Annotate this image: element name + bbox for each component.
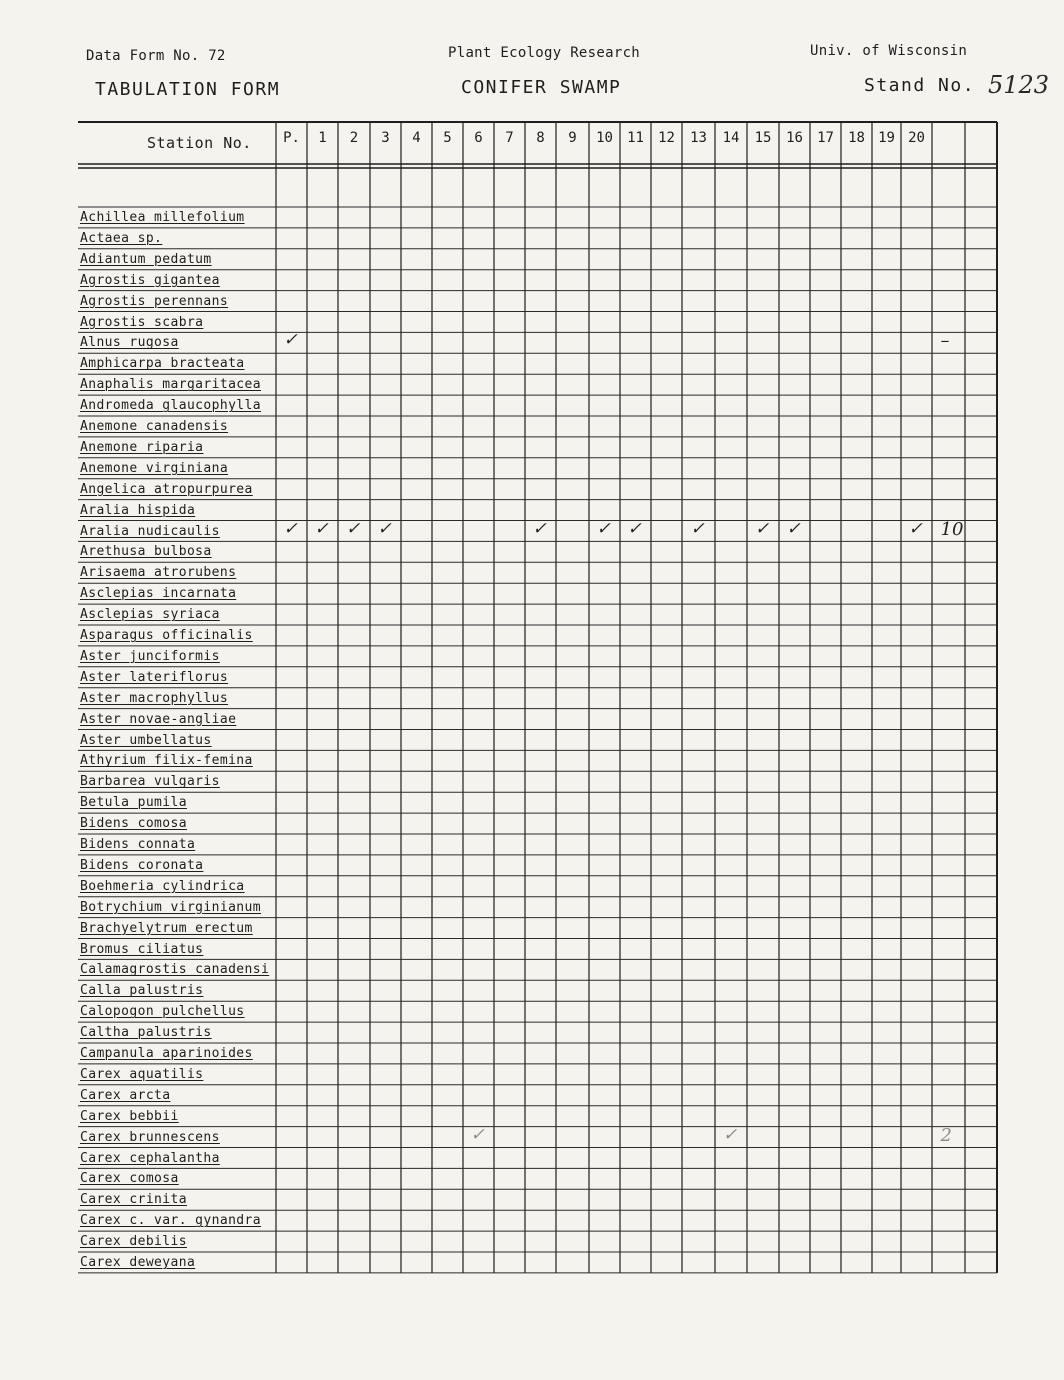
species-name: Bidens comosa (80, 816, 187, 832)
species-name: Bromus ciliatus (80, 941, 204, 957)
station-column-header: 3 (381, 130, 390, 146)
tally-value: – (940, 330, 950, 352)
checkmark: ✓ (723, 1124, 738, 1145)
station-column-header: 14 (722, 130, 740, 146)
community-title: CONIFER SWAMP (461, 77, 622, 98)
species-name: Aster macrophyllus (80, 690, 229, 706)
species-name: Brachyelytrum erectum (80, 920, 253, 936)
species-name: Bidens connata (80, 837, 196, 852)
form-title: TABULATION FORM (95, 79, 281, 100)
species-name: Adiantum pedatum (80, 251, 212, 267)
checkmark: ✓ (596, 518, 611, 539)
species-name: Alnus rugosa (80, 335, 179, 351)
species-name: Agrostis perennans (80, 293, 229, 309)
station-column-header: 1 (318, 130, 327, 146)
university-label: Univ. of Wisconsin (810, 43, 968, 59)
species-name: Aster novae-angliae (80, 711, 237, 727)
checkmark: ✓ (314, 518, 329, 539)
species-name: Anemone canadensis (80, 419, 229, 434)
species-name: Arethusa bulbosa (80, 544, 212, 560)
species-name: Carex crinita (80, 1192, 187, 1208)
species-name: Actaea sp. (80, 230, 163, 246)
checkmark: ✓ (283, 518, 298, 539)
species-name: Boehmeria cylindrica (80, 878, 245, 894)
station-column-header: 20 (908, 130, 925, 146)
species-name: Carex bebbii (80, 1108, 179, 1124)
station-number-header: Station No. (147, 134, 252, 152)
species-name: Aralia hispida (80, 502, 196, 518)
checkmark: ✓ (532, 518, 547, 539)
station-column-header: 11 (627, 130, 644, 146)
species-name: Asparagus officinalis (80, 628, 253, 643)
species-name: Barbarea vulgaris (80, 774, 220, 790)
form-number: Data Form No. 72 (86, 48, 226, 64)
species-name: Bidens coronata (80, 857, 204, 873)
species-name: Carex arcta (80, 1087, 171, 1103)
tally-value: 2 (940, 1124, 952, 1146)
species-name: Asclepias incarnata (80, 586, 237, 602)
checkmark: ✓ (690, 518, 705, 539)
species-name: Agrostis scabra (80, 314, 204, 330)
station-column-header: P. (283, 130, 300, 146)
station-column-header: 2 (349, 130, 359, 146)
station-column-header: 9 (568, 130, 577, 146)
species-name: Carex deweyana (80, 1255, 196, 1270)
species-name: Calla palustris (80, 983, 204, 999)
species-name: Anemone riparia (80, 439, 204, 455)
species-name: Carex aquatilis (80, 1066, 204, 1082)
species-name: Asclepias syriaca (80, 607, 220, 623)
species-name: Andromeda glaucophylla (80, 398, 261, 414)
station-column-header: 15 (754, 130, 772, 146)
station-column-header: 6 (474, 130, 483, 146)
checkmark: ✓ (627, 518, 642, 539)
checkmark: ✓ (377, 518, 392, 539)
checkmark: ✓ (470, 1124, 485, 1145)
species-name: Angelica atropurpurea (80, 481, 253, 497)
checkmark: ✓ (755, 518, 770, 539)
species-name: Calopogon pulchellus (80, 1004, 245, 1020)
station-column-header: 19 (878, 130, 895, 146)
species-name: Calamagrostis canadensi (80, 962, 270, 978)
checkmark: ✓ (786, 518, 801, 539)
station-column-header: 12 (658, 130, 675, 146)
species-name: Aster umbellatus (80, 732, 212, 748)
species-name: Campanula aparinoides (80, 1046, 253, 1061)
species-name: Betula pumila (80, 795, 187, 811)
stand-label: Stand No. (864, 75, 976, 96)
station-column-header: 16 (786, 130, 803, 146)
species-name: Aster lateriflorus (80, 669, 229, 685)
stand-number-handwritten: 5123 (988, 71, 1050, 99)
species-name: Carex debilis (80, 1234, 187, 1250)
station-column-header: 18 (848, 130, 865, 146)
checkmark: ✓ (283, 330, 298, 351)
station-column-header: 17 (817, 130, 834, 146)
checkmark: ✓ (908, 518, 923, 539)
species-name: Carex comosa (80, 1171, 179, 1187)
station-column-header: 7 (505, 130, 514, 146)
species-name: Agrostis gigantea (80, 272, 220, 288)
station-column-header: 10 (596, 130, 613, 146)
species-name: Aralia nudicaulis (80, 523, 220, 539)
species-name: Athyrium filix-femina (80, 753, 253, 769)
station-column-header: 5 (443, 130, 452, 146)
species-name: Achillea millefolium (80, 210, 245, 225)
species-name: Amphicarpa bracteata (80, 356, 245, 372)
research-title: Plant Ecology Research (448, 45, 641, 61)
species-name: Arisaema atrorubens (80, 565, 237, 581)
species-name: Carex cephalantha (80, 1150, 220, 1166)
checkmark: ✓ (346, 518, 361, 539)
species-name: Carex c. var. gynandra (80, 1213, 261, 1229)
species-name: Anaphalis margaritacea (80, 377, 261, 393)
species-name: Anemone virginiana (80, 460, 229, 476)
species-name: Carex brunnescens (80, 1129, 220, 1145)
station-column-header: 4 (412, 130, 421, 146)
station-column-header: 8 (536, 130, 545, 146)
tally-value: 10 (940, 518, 964, 540)
species-name: Botrychium virginianum (80, 899, 261, 915)
species-name: Aster junciformis (80, 648, 220, 664)
station-column-header: 13 (690, 130, 707, 146)
species-name: Caltha palustris (80, 1025, 212, 1041)
